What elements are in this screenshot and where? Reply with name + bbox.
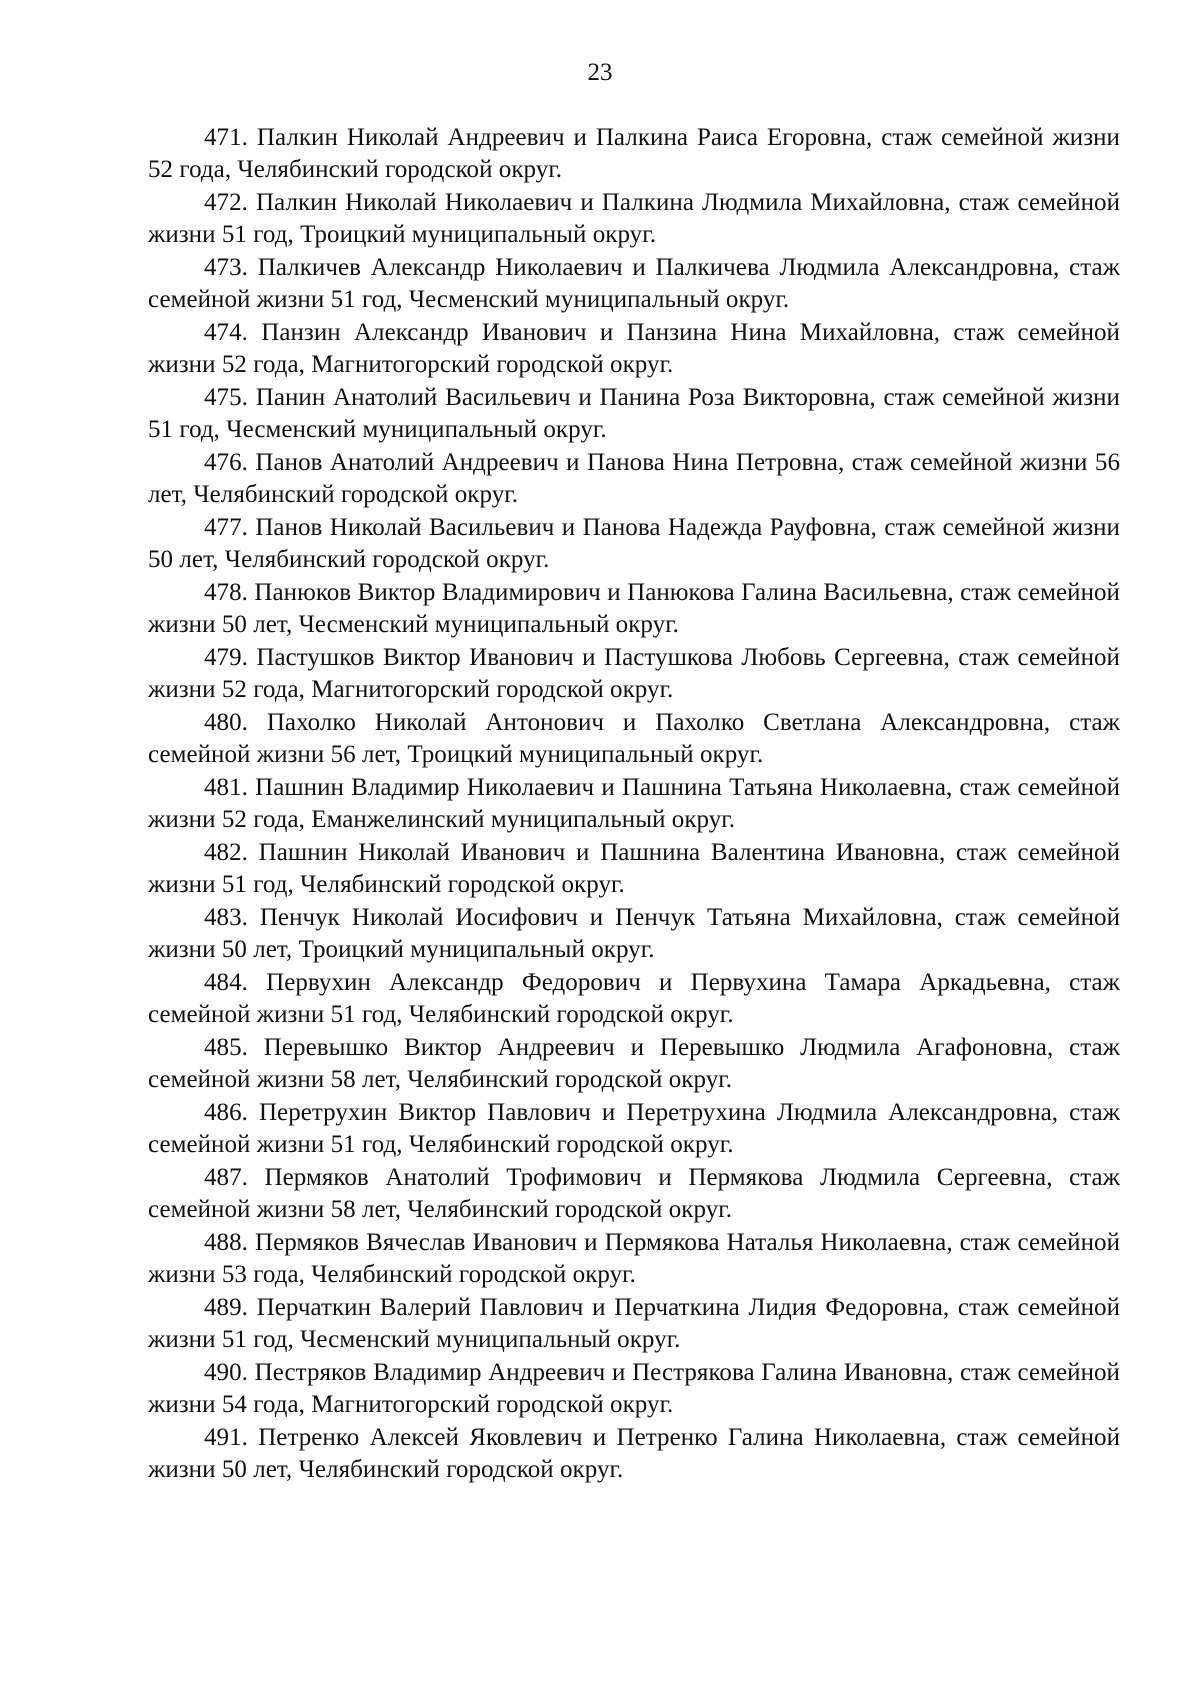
list-item: 471. Палкин Николай Андреевич и Палкина Раиса Егоровна, стаж семейной жизни 52 года, Челябинский городской округ. [148, 124, 1120, 183]
list-item: 480. Пахолко Николай Антонович и Пахолко Светлана Александровна, стаж семейной жизни 56 лет, Троицкий муниципальный округ. [148, 709, 1120, 768]
list-item: 479. Пастушков Виктор Иванович и Пастушкова Любовь Сергеевна, стаж семейной жизни 52 года, Магнитогорский городской округ. [148, 644, 1120, 703]
list-item: 491. Петренко Алексей Яковлевич и Петренко Галина Николаевна, стаж семейной жизни 50 лет, Челябинский городской округ. [148, 1424, 1120, 1483]
list-item: 472. Палкин Николай Николаевич и Палкина Людмила Михайловна, стаж семейной жизни 51 год, Троицкий муниципальный округ. [148, 189, 1120, 248]
list-item: 487. Пермяков Анатолий Трофимович и Пермякова Людмила Сергеевна, стаж семейной жизни 58 лет, Челябинский городской округ. [148, 1164, 1120, 1223]
list-item: 481. Пашнин Владимир Николаевич и Пашнина Татьяна Николаевна, стаж семейной жизни 52 года, Еманжелинский муниципальный округ. [148, 774, 1120, 833]
entry-list [148, 122, 1120, 1487]
list-item: 473. Палкичев Александр Николаевич и Палкичева Людмила Александровна, стаж семейной жизни 51 год, Чесменский муниципальный округ. [148, 254, 1120, 313]
list-item: 474. Панзин Александр Иванович и Панзина Нина Михайловна, стаж семейной жизни 52 года, Магнитогорский городской округ. [148, 319, 1120, 378]
list-item: 488. Пермяков Вячеслав Иванович и Пермякова Наталья Николаевна, стаж семейной жизни 53 года, Челябинский городской округ. [148, 1229, 1120, 1288]
list-item: 489. Перчаткин Валерий Павлович и Перчаткина Лидия Федоровна, стаж семейной жизни 51 год, Чесменский муниципальный округ. [148, 1294, 1120, 1353]
list-item: 476. Панов Анатолий Андреевич и Панова Нина Петровна, стаж семейной жизни 56 лет, Челябинский городской округ. [148, 449, 1120, 508]
page-number: 23 [587, 59, 613, 86]
list-item: 482. Пашнин Николай Иванович и Пашнина Валентина Ивановна, стаж семейной жизни 51 год, Челябинский городской округ. [148, 839, 1120, 898]
list-item: 477. Панов Николай Васильевич и Панова Надежда Рауфовна, стаж семейной жизни 50 лет, Челябинский городской округ. [148, 514, 1120, 573]
list-item: 483. Пенчук Николай Иосифович и Пенчук Татьяна Михайловна, стаж семейной жизни 50 лет, Троицкий муниципальный округ. [148, 904, 1120, 963]
list-item: 490. Пестряков Владимир Андреевич и Пестрякова Галина Ивановна, стаж семейной жизни 54 года, Магнитогорский городской округ. [148, 1359, 1120, 1418]
list-item: 484. Первухин Александр Федорович и Первухина Тамара Аркадьевна, стаж семейной жизни 51 год, Челябинский городской округ. [148, 969, 1120, 1028]
list-item: 478. Панюков Виктор Владимирович и Панюкова Галина Васильевна, стаж семейной жизни 50 лет, Чесменский муниципальный округ. [148, 579, 1120, 638]
list-item: 486. Перетрухин Виктор Павлович и Перетрухина Людмила Александровна, стаж семейной жизни 51 год, Челябинский городской округ. [148, 1099, 1120, 1158]
list-item: 475. Панин Анатолий Васильевич и Панина Роза Викторовна, стаж семейной жизни 51 год, Чесменский муниципальный округ. [148, 384, 1120, 443]
list-item: 485. Перевышко Виктор Андреевич и Перевышко Людмила Агафоновна, стаж семейной жизни 58 лет, Челябинский городской округ. [148, 1034, 1120, 1093]
